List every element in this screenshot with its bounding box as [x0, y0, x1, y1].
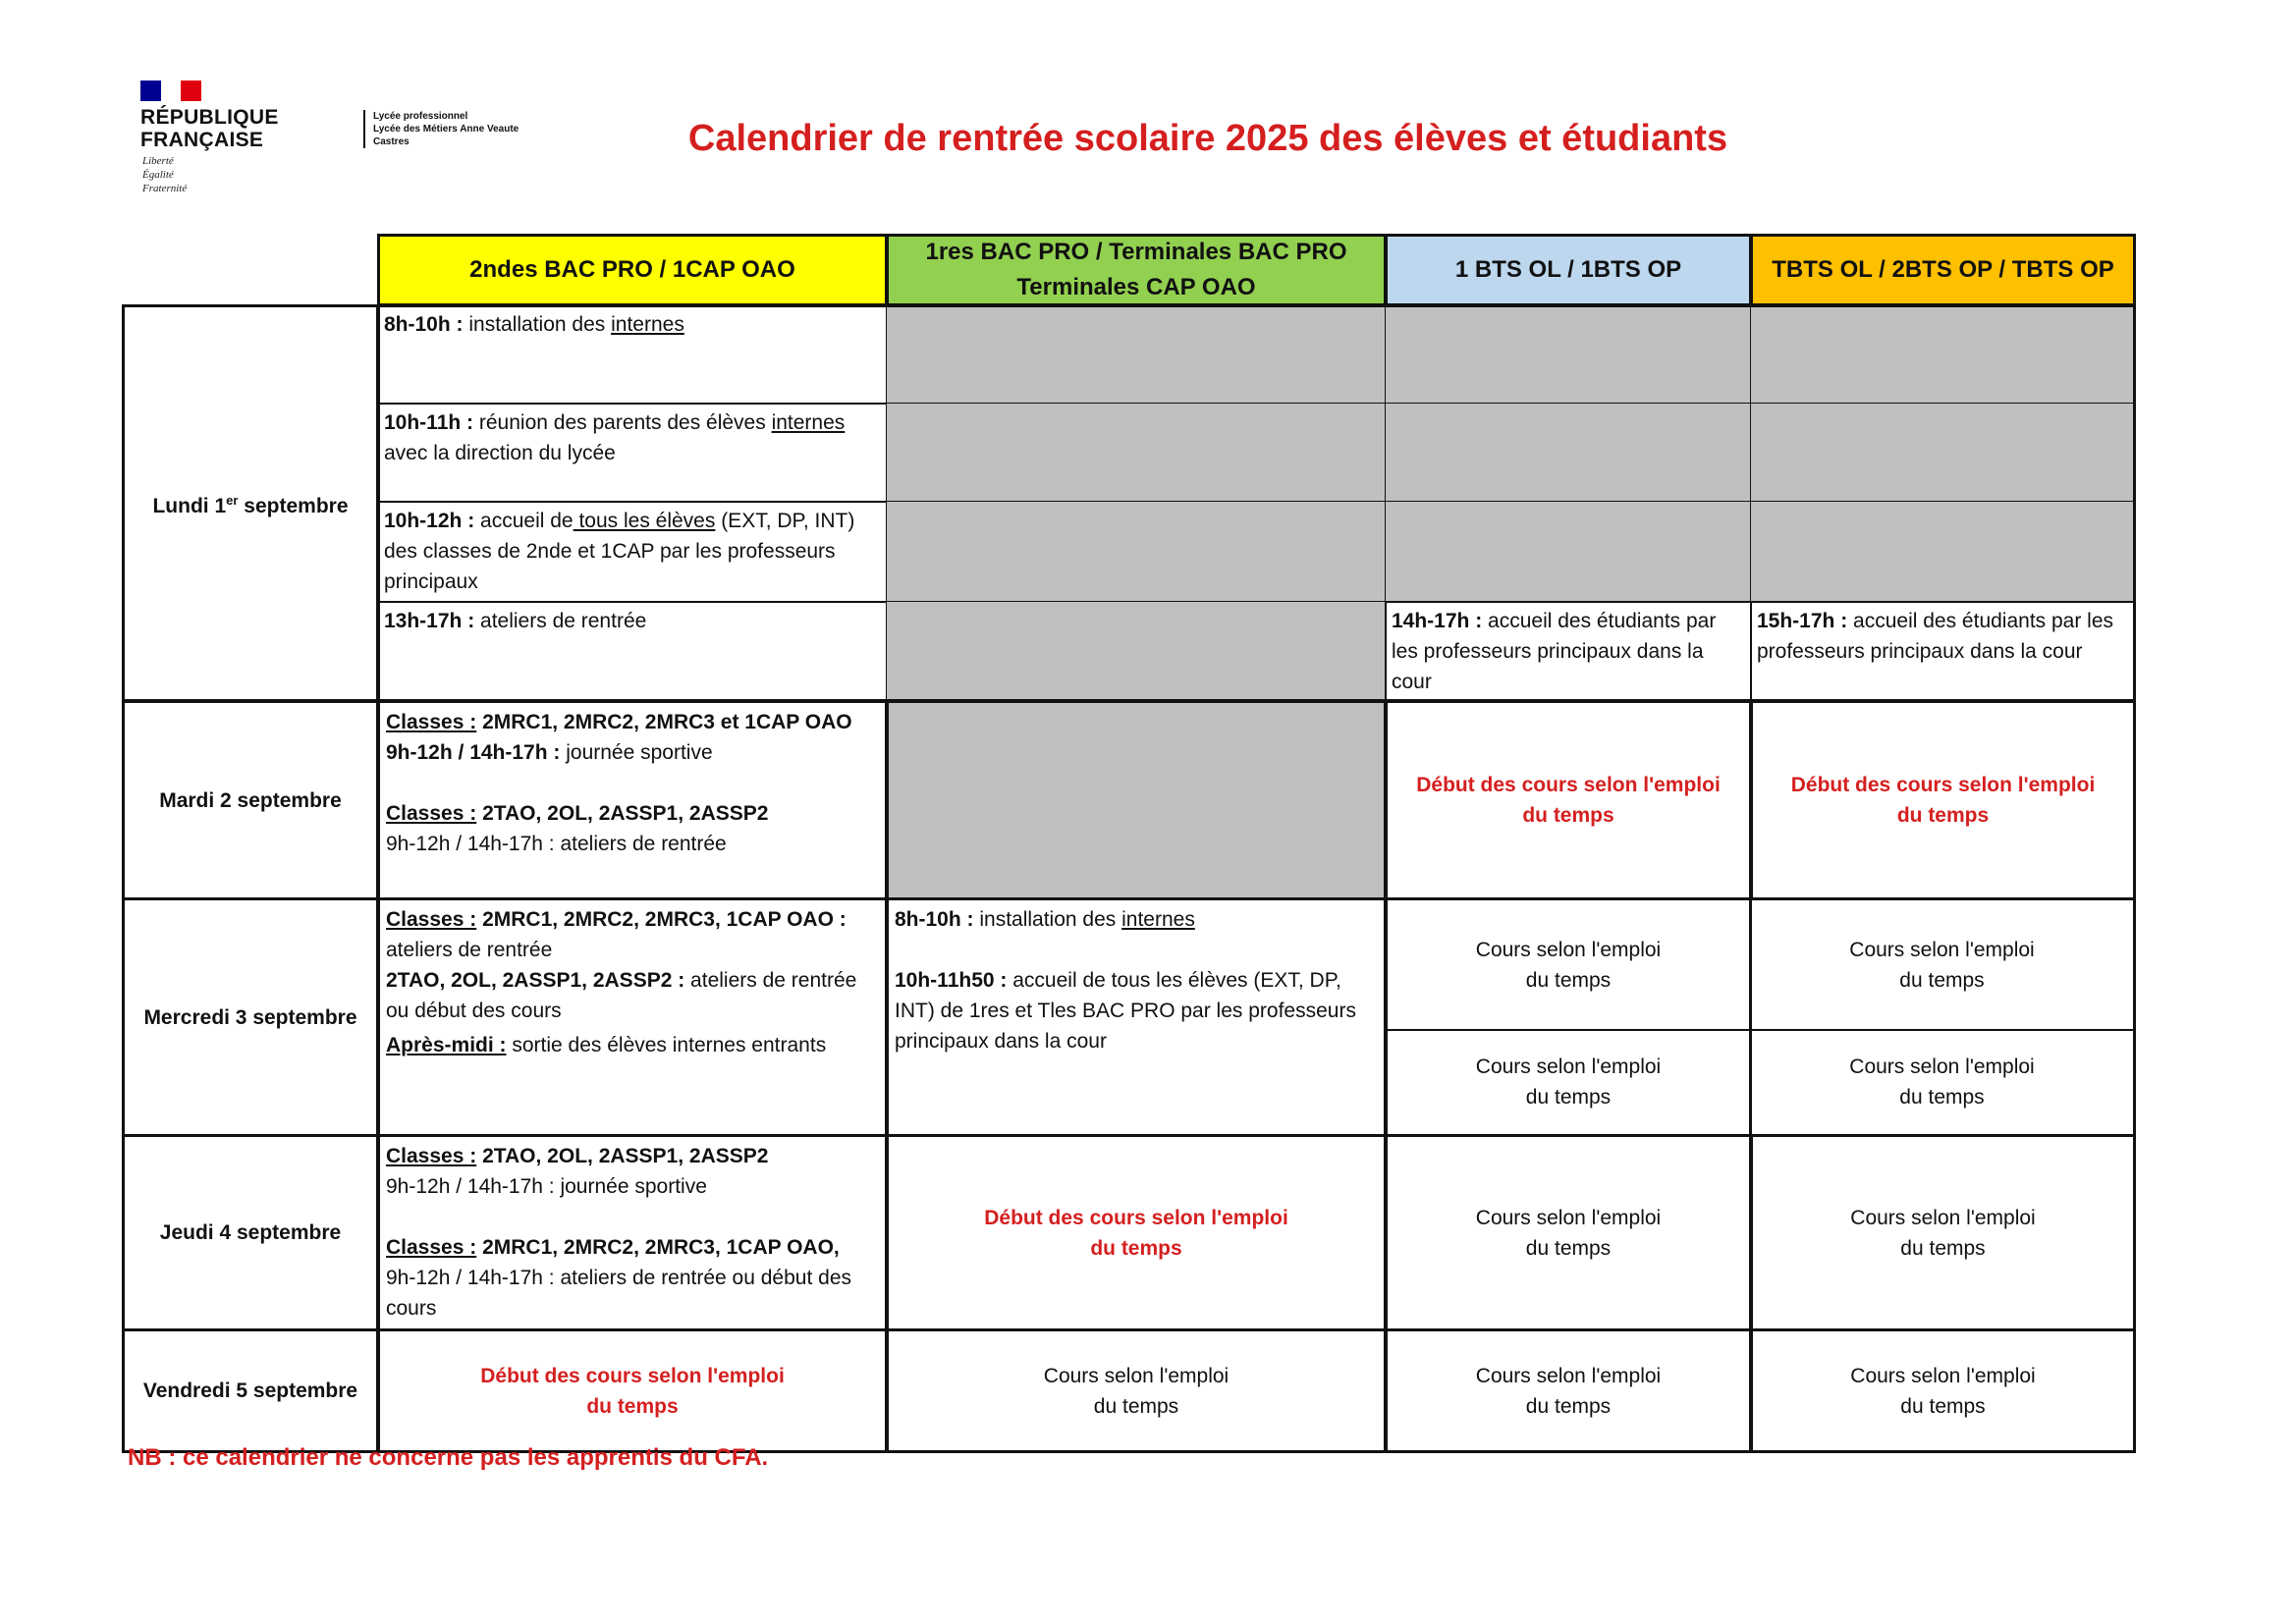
school-line3: Castres: [373, 136, 410, 147]
day-jeudi-label: Jeudi 4 septembre: [159, 1221, 342, 1244]
lundi-c1-r1: 8h-10h : installation des internes: [377, 304, 888, 405]
day-jeudi: [122, 1134, 379, 1331]
lundi-c2-r4: [886, 601, 1387, 702]
jeudi-c3: Cours selon l'emploi du temps: [1385, 1134, 1752, 1331]
day-lundi: [122, 304, 379, 702]
header-col-tbts-label: TBTS OL / 2BTS OP / TBTS OP: [1772, 256, 2114, 283]
header-col-1res-line2: Terminales CAP OAO: [1016, 274, 1256, 300]
vendredi-c3: Cours selon l'emploi du temps: [1385, 1328, 1752, 1453]
header-col-2ndes: [377, 234, 888, 306]
lundi-c2-r1: [886, 304, 1387, 405]
lundi-c1-r2: 10h-11h : réunion des parents des élèves internes avec la direction du lycée: [377, 403, 888, 503]
day-mercredi: [122, 897, 379, 1137]
motto-liberte: Liberté: [142, 155, 174, 167]
lundi-c4-r1: [1750, 304, 2136, 405]
footnote: NB : ce calendrier ne concerne pas les apprentis du CFA.: [128, 1444, 769, 1471]
header-col-1bts: [1385, 234, 1752, 306]
header-col-1res-line1: 1res BAC PRO / Terminales BAC PRO: [925, 239, 1347, 265]
header-col-tbts: [1750, 234, 2136, 306]
header-col-1res: [886, 234, 1387, 306]
mercredi-c3-am: Cours selon l'emploi du temps: [1385, 897, 1752, 1031]
mercredi-c1: Classes : 2MRC1, 2MRC2, 2MRC3, 1CAP OAO : ateliers de rentrée 2TAO, 2OL, 2ASSP1, 2ASSP2 : ateliers de rentrée ou début des cours Après-midi : sortie des élèves internes entrants: [377, 897, 888, 1137]
mardi-c4: Début des cours selon l'emploi du temps: [1750, 700, 2136, 900]
lundi-c4-r3: [1750, 501, 2136, 603]
page-title: Calendrier de rentrée scolaire 2025 des élèves et étudiants: [687, 118, 1728, 159]
lundi-c1-r4: 13h-17h : ateliers de rentrée: [377, 601, 888, 702]
mardi-c3: Début des cours selon l'emploi du temps: [1385, 700, 1752, 900]
header-col-1bts-label: 1 BTS OL / 1BTS OP: [1454, 256, 1682, 283]
lundi-c3-r3: [1385, 501, 1752, 603]
header-col-2ndes-label: 2ndes BAC PRO / 1CAP OAO: [469, 256, 795, 283]
mardi-c2: [886, 700, 1387, 900]
lundi-c3-r2: [1385, 403, 1752, 503]
lundi-c3-r1: [1385, 304, 1752, 405]
rf-name-line2: FRANÇAISE: [140, 129, 264, 151]
day-vendredi-label: Vendredi 5 septembre: [142, 1380, 358, 1402]
lundi-c3-r4: 14h-17h : accueil des étudiants par les professeurs principaux dans la cour: [1385, 601, 1752, 702]
vendredi-c4: Cours selon l'emploi du temps: [1750, 1328, 2136, 1453]
day-mardi-label: Mardi 2 septembre: [159, 788, 342, 812]
motto-fraternite: Fraternité: [142, 183, 188, 194]
lundi-c4-r2: [1750, 403, 2136, 503]
day-vendredi: [122, 1328, 379, 1453]
lundi-c2-r2: [886, 403, 1387, 503]
jeudi-c1: Classes : 2TAO, 2OL, 2ASSP1, 2ASSP2 9h-12h / 14h-17h : journée sportive Classes : 2MRC1, 2MRC2, 2MRC3, 1CAP OAO, 9h-12h / 14h-17h : ateliers de rentrée ou début des cours: [377, 1134, 888, 1331]
day-mardi: [122, 700, 379, 900]
mercredi-c4-pm: Cours selon l'emploi du temps: [1750, 1029, 2136, 1137]
school-line2: Lycée des Métiers Anne Veaute: [373, 124, 519, 135]
day-mercredi-label: Mercredi 3 septembre: [143, 1005, 357, 1029]
motto-egalite: Égalité: [142, 169, 174, 181]
lundi-c4-r4: 15h-17h : accueil des étudiants par les professeurs principaux dans la cour: [1750, 601, 2136, 702]
vendredi-c2: Cours selon l'emploi du temps: [886, 1328, 1387, 1453]
rf-name-line1: RÉPUBLIQUE: [140, 106, 279, 129]
mercredi-c4-am: Cours selon l'emploi du temps: [1750, 897, 2136, 1031]
jeudi-c4: Cours selon l'emploi du temps: [1750, 1134, 2136, 1331]
vendredi-c1: Début des cours selon l'emploi du temps: [377, 1328, 888, 1453]
lundi-c1-r3: 10h-12h : accueil de tous les élèves (EXT, DP, INT) des classes de 2nde et 1CAP par les professeurs principaux: [377, 501, 888, 603]
mardi-c1: Classes : 2MRC1, 2MRC2, 2MRC3 et 1CAP OAO 9h-12h / 14h-17h : journée sportive Classes : 2TAO, 2OL, 2ASSP1, 2ASSP2 9h-12h / 14h-17h : ateliers de rentrée: [377, 700, 888, 900]
mercredi-c2: 8h-10h : installation des internes 10h-11h50 : accueil de tous les élèves (EXT, DP, INT) de 1res et Tles BAC PRO par les professeurs principaux dans la cour: [886, 897, 1387, 1137]
school-line1: Lycée professionnel: [373, 111, 468, 122]
mercredi-c3-pm: Cours selon l'emploi du temps: [1385, 1029, 1752, 1137]
jeudi-c2: Début des cours selon l'emploi du temps: [886, 1134, 1387, 1331]
lundi-c2-r3: [886, 501, 1387, 603]
day-lundi-label: Lundi 1er septembre: [152, 493, 349, 517]
